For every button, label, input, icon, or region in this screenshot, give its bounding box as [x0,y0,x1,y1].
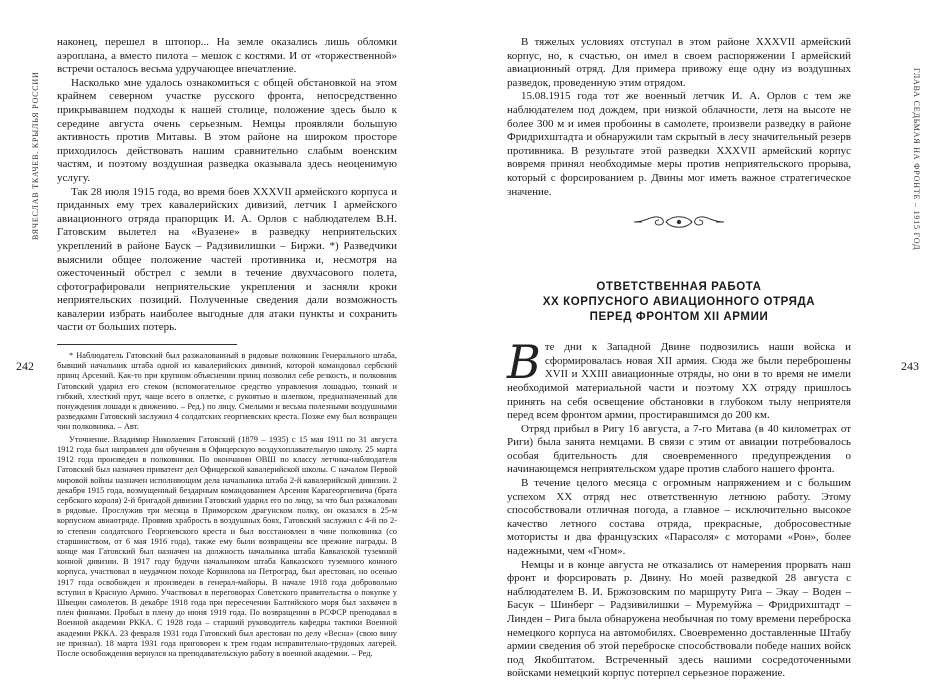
paragraph: Насколько мне удалось ознакомиться с общей обстановкой на этом крайнем северном участке русского фронта, непосредственно прикрывавшем подходы к нашей столице, положение здесь было к середине августа очень серьезным. Немцы проявляли большую активность против Митавы. В этом районе на широком просторе приходилось действовать нашим сравнительно слабым военским частям, и поэтому воздушная разведка оказывала здесь неоценимую услугу. [57,76,397,184]
left-text-column [57,36,397,659]
paragraph: наконец, перешел в штопор... На земле оказались лишь обломки аэроплана, а вместо пилота – мешок с костями. И от «торжественной» встречи осталось весьма удручающее впечатление. [57,36,397,76]
running-head-right: ГЛАВА СЕДЬМАЯ НА ФРОНТЕ – 1915 ГОД [912,67,921,250]
running-head-left: ВЯЧЕСЛАВ ТКАЧЕВ. КРЫЛЬЯ РОССИИ [31,71,40,240]
first-paragraph [507,335,851,423]
paragraph: Так 28 июля 1915 года, во время боев XXXVII армейского корпуса и приданных ему трех кавалерийских дивизий, летчик I армейского авиационного отряда прапорщик И. А. Орлов с наблюдателем В.Н. Гатовским вылетел на «Вуазене» в разведку неприятельских укреплений в районе Бауск – Радзивилишки – Биржи. *) Разведчики выяснили общее положение частей противника и, несмотря на ожесточенный обстрел с земли в течение двухчасового полета, сфотографировали неприятельские укрепления и засняли кроки неприятельских позиций. Полученные сведения дали возможность кавалерии избрать наиболее выгодные для атаки пункты и сохранить части от больших потерь. [57,185,397,334]
paragraph: В тяжелых условиях отступал в этом районе XXXVII армейский корпус, но, к счастью, он имел в своем распоряжении I армейский авиационный отряд. Для примера привожу еще одну из воздушных разведок, проведенную этим отрядом. [507,36,851,89]
right-text-column [507,36,851,681]
drop-cap: В [507,335,541,390]
right-body-top [507,36,851,199]
left-page [0,0,467,666]
first-paragraph-text: те дни к Западной Двине подвозились наши войска и сформировалась новая XII армия. Сюда же были переброшены XVII и XXIII авиационные отряды, но они в то время не имели необходимой материальной части и поэтому XX отряду пришлось принять на себя освещение обстановки в глубоком тылу неприятеля перед всем фронтом армии, простиравшимся до 200 км. [507,341,851,422]
paragraph: В течение целого месяца с огромным напряжением и с большим успехом XX отряд нес ответственную летнюю работу. Этому способствовали отличная погода, а главное – исключительно высокое качество летного состава отряда, прекрасные, добросовестные мотористы и два французских «Парасоля» с моторами «Рон», более надежными, чем «Гном». [507,477,851,558]
right-page [468,0,935,680]
footnote: Уточнение. Владимир Николаевич Гатовский (1879 – 1935) с 15 мая 1911 по 31 августа 1912 года был направлен для обучения в Офицерскую воздухоплавательную школу. 25 марта 1912 года произведен в полковники. По окончании ОВШ по классу летчика-наблюдателя Гатовский был назначен приватент дел Офицерской кавалерийской школы. С началом Первой мировой войны назначен исполняющим дела начальника штаба 2-й кавалерийской дивизии. 2 декабря 1915 года, возмущенный бездарным командованием Арсения Карагеоргиевича (брата сербского короля) 2-й бригадой дивизии Гатовский ударил его по лицу, за что был разжалован в рядовые. Прослужив три месяца в Приморском драгунском полку, он оказался в 25-м корпусном авиаотряде. Проявив храбрость в воздушных боях, Гатовский заслужил с 4-й по 2-ю степени солдатского Георгиевского креста и был восстановлен в чине полковника (со старшинством, от 6 мая 1916 года), также ему были возвращены все прежние награды. В конце мая Гатовский был назначен на должность начальника штаба Кавказской туземной конной дивизии. В 1917 году будучи начальником штаба Кавказского туземного конного корпуса, участвовал в неудачном походе Корнилова на Петроград, был арестован, но осенью 1917 года освобожден и произведен в генерал-майоры. В начале 1918 года добровольно вступил в Красную Армию. Участвовал в переговорах Советского правительства о покупке у Швеции самолетов. В декабре 1918 года при пересечении Балтийского моря был захвачен в плен финнами. Пробыл в плену до июня 1919 года. По возвращении в РСФСР преподавал в Военной академии РККА. С 1928 года – старший руководитель кафедры тактики Военной академии РККА. 23 февраля 1931 года Гатовский был арестован по делу «Весна» (свою вину не признал). 18 марта 1931 года приговорен к трем годам исправительно-трудовых лагерей. После освобождения вернулся на преподавательскую работу в военной академии. – Ред. [57,434,397,658]
footnote-divider [57,344,237,345]
page-number-left: 242 [16,359,34,373]
paragraph: Отряд прибыл в Ригу 16 августа, а 7-го Митава (в 40 километрах от Риги) была занята немцами. В связи с этим от авиации потребовалось особая бдительность для своевременного предупреждения о начинающемся неприятельском ударе против слабого нашего фронта. [507,422,851,476]
chapter-title-line: XX КОРПУСНОГО АВИАЦИОННОГО ОТРЯДА [542,296,816,309]
paragraph: 15.08.1915 года тот же военный летчик И. А. Орлов с тем же наблюдателем под дождем, при низкой облачности, летя на высоте не более 300 м и имея пробоины в самолете, произвели разведку в районе Фридрихштадта и обнаружили там скрытый в лесу значительный резерв противника. В результате этой разведки XXXVII армейский корпус вовремя принял необходимые меры против неприятельского прорыва, который с форсированием р. Двины мог иметь важное стратегическое значение. [507,90,851,198]
chapter-title [507,280,851,325]
chapter-title-line: ПЕРЕД ФРОНТОМ XII АРМИИ [589,311,769,324]
footnote: * Наблюдатель Гатовский был разжалованный в рядовые полковник Генерального штаба, бывший начальник штаба одной из кавалерийских дивизий, которой командовал сербский принц Арсений. Как-то при крупном объяснении принц позволил себе резкость, и полковник Гатовский ударил его стеком (вспомогательное средство управления лошадью, тонкий и гибкий, хлесткий прут, чаще всего в оплетке, с рукоятью и шлепком, предназначенный для понуждения лошади к движению. – Ред.) по лицу. Смелыми и весьма полезными воздушными разведками Гатовский заслужил 4 солдатских георгиевских креста. Позже ему был возвращен чин полковника. – Авт. [57,351,397,432]
page-number-right: 243 [901,359,919,373]
paragraph: Немцы и в конце августа не отказались от намерения прорвать наш фронт и форсировать р. Двину. Но моей разведкой 28 августа с наблюдателем В. И. Бржозовским по маршруту Рига – Экау – Воден – Басук – Шинберг – Радзивилишки – Муремуйжа – Фридрихштадт – Линден – Рига была обнаружена необычная по тому времени переброска немецкого корпуса на автомобилях. Своевременно доставленные Штабу армии сведения об этой переброске способствовали победе наших войск под Якобштатом. Встреченный здесь нашими сосредоточенными войсками немецкий корпус потерпел серьезное поражение. [507,558,851,680]
chapter-title-line: ОТВЕТСТВЕННАЯ РАБОТА [596,281,762,294]
left-body [57,36,397,335]
footnotes [57,351,397,659]
right-body-bottom [507,335,851,681]
ornament-icon [632,213,726,231]
ornament-divider [507,213,851,236]
